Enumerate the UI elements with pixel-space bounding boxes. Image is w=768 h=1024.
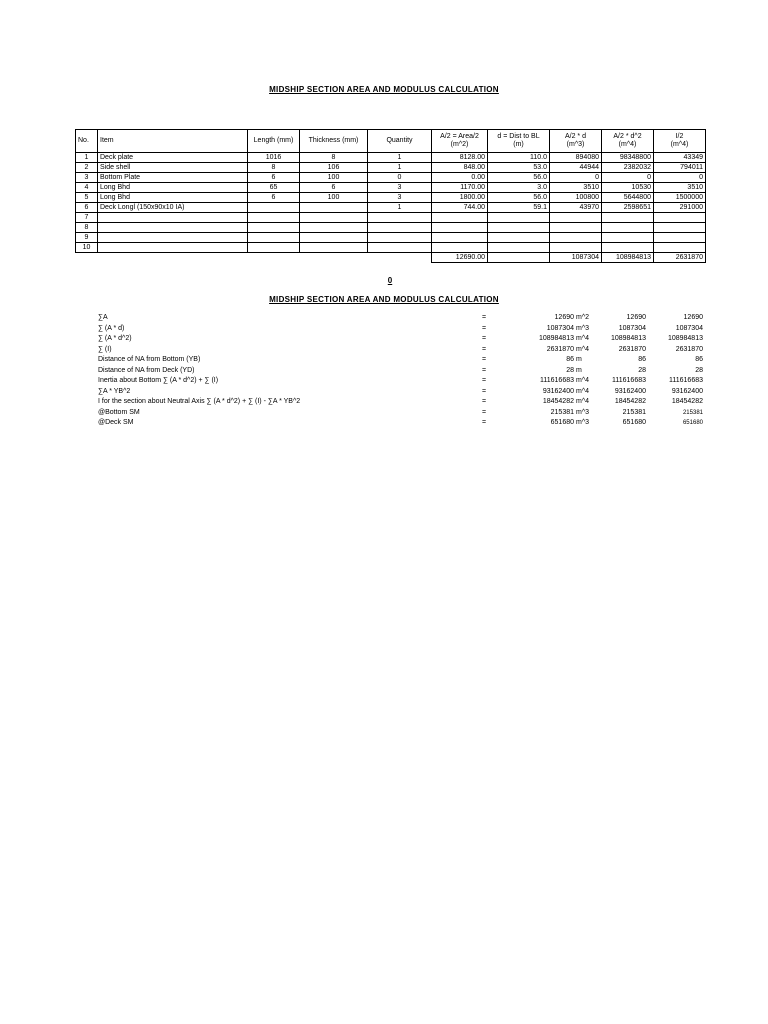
cell-ad2: 2598651 bbox=[602, 203, 654, 213]
header-length: Length (mm) bbox=[248, 130, 300, 153]
page-title: MIDSHIP SECTION AREA AND MODULUS CALCULATION bbox=[269, 85, 499, 94]
summary-unit: m bbox=[576, 356, 582, 363]
summary-eq: = bbox=[482, 398, 487, 405]
cell-no: 3 bbox=[76, 173, 98, 183]
summary-unit: m^4 bbox=[576, 335, 590, 342]
summary-unit: m^4 bbox=[576, 398, 590, 405]
cell-ad bbox=[550, 233, 602, 243]
summary-unit: m^4 bbox=[576, 387, 590, 395]
cell-thickness: 100 bbox=[300, 173, 368, 183]
cell-item: Deck Longl (150x90x10 IA) bbox=[98, 203, 248, 213]
cell-i: 1500000 bbox=[654, 193, 706, 203]
summary-eq: = bbox=[482, 356, 487, 363]
summary-eq: = bbox=[482, 377, 487, 384]
cell-area: 0.00 bbox=[432, 173, 488, 183]
summary-row bbox=[98, 345, 706, 356]
cell-ad: 894080 bbox=[550, 153, 602, 163]
summary-label: ∑A bbox=[98, 314, 108, 321]
cell-ad2 bbox=[602, 233, 654, 243]
summary-c2: 93162400 bbox=[671, 387, 703, 395]
summary-val: 12690 bbox=[554, 314, 574, 321]
cell-i bbox=[654, 233, 706, 243]
cell-ad2: 98348800 bbox=[602, 153, 654, 163]
cell-length bbox=[248, 223, 300, 233]
summary-val: 2631870 bbox=[546, 345, 574, 353]
summary-c1: 1087304 bbox=[618, 324, 646, 332]
summary-val: 111616683 bbox=[540, 377, 574, 384]
summary-c1: 18454282 bbox=[614, 398, 646, 405]
cell-d bbox=[488, 243, 550, 253]
summary-c2: 215381 bbox=[682, 409, 703, 416]
summary-val: 93162400 bbox=[542, 387, 574, 395]
cell-item: Bottom Plate bbox=[98, 173, 248, 183]
cell-length: 1016 bbox=[248, 153, 300, 163]
cell-qty bbox=[368, 243, 432, 253]
cell-thickness bbox=[300, 203, 368, 213]
table-row bbox=[76, 213, 706, 223]
cell-length: 6 bbox=[248, 193, 300, 203]
cell-thickness bbox=[300, 243, 368, 253]
cell-length bbox=[248, 203, 300, 213]
cell-item bbox=[98, 243, 248, 253]
cell-area: 1170.00 bbox=[432, 183, 488, 193]
cell-d: 3.0 bbox=[488, 183, 550, 193]
cell-ad: 44944 bbox=[550, 163, 602, 173]
summary-c2: 651680 bbox=[682, 420, 703, 426]
table-row bbox=[76, 163, 706, 173]
header-row bbox=[76, 130, 706, 153]
summary-c1: 93162400 bbox=[614, 387, 646, 395]
summary-unit: m^4 bbox=[576, 377, 590, 384]
summary-row bbox=[98, 324, 706, 335]
summary-val: 28 bbox=[566, 366, 574, 374]
summary-c1: 2631870 bbox=[618, 345, 646, 353]
summary-row bbox=[98, 418, 706, 429]
summary-label: Inertia about Bottom ∑ (A * d^2) + ∑ (I) bbox=[98, 377, 219, 384]
cell-qty bbox=[368, 213, 432, 223]
cell-area: 744.00 bbox=[432, 203, 488, 213]
cell-ad2 bbox=[602, 213, 654, 223]
header-ad: A/2 * d (m^3) bbox=[550, 130, 602, 153]
cell-d: 59.1 bbox=[488, 203, 550, 213]
cell-no: 1 bbox=[76, 153, 98, 163]
table-row bbox=[76, 193, 706, 203]
summary-val: 215381 bbox=[550, 408, 574, 416]
summary-unit: m^4 bbox=[576, 345, 590, 353]
cell-area bbox=[432, 213, 488, 223]
summary-val: 18454282 bbox=[542, 398, 574, 405]
cell-qty: 3 bbox=[368, 183, 432, 193]
cell-i: 3510 bbox=[654, 183, 706, 193]
summary-label: Distance of NA from Bottom (YB) bbox=[98, 356, 201, 363]
cell-item: Long Bhd bbox=[98, 183, 248, 193]
summary-val: 1087304 bbox=[546, 324, 574, 332]
summary-c1: 215381 bbox=[622, 408, 646, 416]
cell-area bbox=[432, 223, 488, 233]
cell-item: Long Bhd bbox=[98, 193, 248, 203]
cell-qty: 1 bbox=[368, 163, 432, 173]
cell-i: 794011 bbox=[654, 163, 706, 173]
cell-d: 110.0 bbox=[488, 153, 550, 163]
cell-thickness: 100 bbox=[300, 193, 368, 203]
summary-c1: 12690 bbox=[626, 314, 646, 321]
cell-ad2 bbox=[602, 223, 654, 233]
cell-qty bbox=[368, 233, 432, 243]
cell-ad bbox=[550, 213, 602, 223]
cell-i: 0 bbox=[654, 173, 706, 183]
summary-row bbox=[98, 387, 706, 398]
header-no: No. bbox=[76, 130, 98, 153]
summary-unit: m^3 bbox=[576, 324, 590, 332]
cell-length bbox=[248, 233, 300, 243]
table-row bbox=[76, 223, 706, 233]
header-i: I/2 (m^4) bbox=[654, 130, 706, 153]
cell-ad2: 2382032 bbox=[602, 163, 654, 173]
table-row bbox=[76, 243, 706, 253]
summary-row bbox=[98, 334, 706, 345]
cell-qty: 1 bbox=[368, 153, 432, 163]
summary-label: Distance of NA from Deck (YD) bbox=[98, 366, 195, 374]
summary-eq: = bbox=[482, 324, 487, 332]
cell-d bbox=[488, 223, 550, 233]
header-distance: d = Dist to BL (m) bbox=[488, 130, 550, 153]
cell-ad2: 0 bbox=[602, 173, 654, 183]
summary-c2: 12690 bbox=[683, 314, 703, 321]
summary-c1: 28 bbox=[638, 366, 646, 374]
cell-thickness: 6 bbox=[300, 183, 368, 193]
summary-eq: = bbox=[482, 387, 487, 395]
summary-label: ∑ (A * d) bbox=[98, 324, 125, 332]
cell-d bbox=[488, 233, 550, 243]
summary-label: @Bottom SM bbox=[98, 408, 140, 416]
totals-row bbox=[76, 253, 706, 263]
summary-c2: 28 bbox=[695, 366, 703, 374]
summary-label: I for the section about Neutral Axis ∑ (A * d^2) + ∑ (I) - ∑A * YB^2 bbox=[98, 398, 301, 405]
header-quantity: Quantity bbox=[368, 130, 432, 153]
cell-no: 10 bbox=[76, 243, 98, 253]
calculation-table bbox=[75, 129, 706, 263]
cell-thickness bbox=[300, 223, 368, 233]
cell-ad bbox=[550, 243, 602, 253]
table-row bbox=[76, 203, 706, 213]
table-row bbox=[76, 183, 706, 193]
cell-item: Deck plate bbox=[98, 153, 248, 163]
cell-ad2: 5644800 bbox=[602, 193, 654, 203]
summary-unit: m^2 bbox=[576, 314, 590, 321]
summary-c2: 108984813 bbox=[667, 335, 703, 342]
summary-val: 108984813 bbox=[538, 335, 574, 342]
total-area: 12690.00 bbox=[432, 253, 488, 263]
cell-no: 9 bbox=[76, 233, 98, 243]
cell-no: 8 bbox=[76, 223, 98, 233]
summary-row bbox=[98, 313, 706, 324]
summary-eq: = bbox=[482, 345, 487, 353]
summary-unit: m^3 bbox=[576, 419, 590, 426]
cell-ad: 100800 bbox=[550, 193, 602, 203]
summary-label: @Deck SM bbox=[98, 419, 134, 426]
summary-c2: 1087304 bbox=[675, 324, 703, 332]
summary-label: ∑ (I) bbox=[98, 345, 112, 353]
table-row bbox=[76, 233, 706, 243]
summary-eq: = bbox=[482, 314, 487, 321]
cell-d: 53.0 bbox=[488, 163, 550, 173]
total-ad: 1087304 bbox=[550, 253, 602, 263]
summary-c2: 2631870 bbox=[675, 345, 703, 353]
cell-no: 7 bbox=[76, 213, 98, 223]
header-item: Item bbox=[98, 130, 248, 153]
summary-c2: 111616683 bbox=[669, 377, 703, 384]
cell-i bbox=[654, 223, 706, 233]
cell-item: Side shell bbox=[98, 163, 248, 173]
summary-label: ∑A * YB^2 bbox=[98, 387, 131, 395]
summary-eq: = bbox=[482, 408, 487, 416]
summary-eq: = bbox=[482, 335, 487, 342]
cell-thickness bbox=[300, 233, 368, 243]
summary-unit: m bbox=[576, 366, 582, 374]
cell-area: 848.00 bbox=[432, 163, 488, 173]
cell-area bbox=[432, 233, 488, 243]
cell-ad2: 10530 bbox=[602, 183, 654, 193]
cell-qty: 3 bbox=[368, 193, 432, 203]
total-i: 2631870 bbox=[654, 253, 706, 263]
cell-ad2 bbox=[602, 243, 654, 253]
summary-c2: 86 bbox=[695, 356, 703, 363]
summary-c2: 18454282 bbox=[671, 398, 703, 405]
cell-i: 43349 bbox=[654, 153, 706, 163]
cell-i bbox=[654, 243, 706, 253]
summary-block bbox=[98, 313, 706, 429]
cell-length bbox=[248, 243, 300, 253]
summary-eq: = bbox=[482, 419, 487, 426]
cell-length: 6 bbox=[248, 173, 300, 183]
summary-row bbox=[98, 355, 706, 366]
cell-ad: 43970 bbox=[550, 203, 602, 213]
cell-d: 56.0 bbox=[488, 193, 550, 203]
summary-row bbox=[98, 397, 706, 408]
header-ad2: A/2 * d^2 (m^4) bbox=[602, 130, 654, 153]
summary-row bbox=[98, 376, 706, 387]
cell-item bbox=[98, 223, 248, 233]
cell-qty: 0 bbox=[368, 173, 432, 183]
summary-label: ∑ (A * d^2) bbox=[98, 335, 132, 342]
summary-c1: 108984813 bbox=[610, 335, 646, 342]
cell-thickness: 106 bbox=[300, 163, 368, 173]
cell-ad: 3510 bbox=[550, 183, 602, 193]
section-title: MIDSHIP SECTION AREA AND MODULUS CALCULATION bbox=[269, 295, 499, 304]
table-row bbox=[76, 173, 706, 183]
summary-row bbox=[98, 408, 706, 419]
cell-qty: 1 bbox=[368, 203, 432, 213]
cell-thickness: 8 bbox=[300, 153, 368, 163]
cell-item bbox=[98, 233, 248, 243]
cell-length: 65 bbox=[248, 183, 300, 193]
summary-c1: 86 bbox=[638, 356, 646, 363]
summary-val: 651680 bbox=[550, 419, 574, 426]
header-area: A/2 = Area/2 (m^2) bbox=[432, 130, 488, 153]
summary-eq: = bbox=[482, 366, 487, 374]
cell-length bbox=[248, 213, 300, 223]
table-row bbox=[76, 153, 706, 163]
cell-no: 6 bbox=[76, 203, 98, 213]
cell-no: 4 bbox=[76, 183, 98, 193]
cell-length: 8 bbox=[248, 163, 300, 173]
cell-thickness bbox=[300, 213, 368, 223]
summary-unit: m^3 bbox=[576, 408, 590, 416]
cell-area: 8128.00 bbox=[432, 153, 488, 163]
cell-item bbox=[98, 213, 248, 223]
cell-i: 291000 bbox=[654, 203, 706, 213]
zero-mark: 0 bbox=[387, 276, 393, 285]
cell-ad bbox=[550, 223, 602, 233]
total-ad2: 108984813 bbox=[602, 253, 654, 263]
cell-area: 1800.00 bbox=[432, 193, 488, 203]
cell-ad: 0 bbox=[550, 173, 602, 183]
cell-area bbox=[432, 243, 488, 253]
cell-i bbox=[654, 213, 706, 223]
cell-d: 56.0 bbox=[488, 173, 550, 183]
cell-d bbox=[488, 213, 550, 223]
cell-qty bbox=[368, 223, 432, 233]
cell-no: 5 bbox=[76, 193, 98, 203]
summary-c1: 111616683 bbox=[612, 377, 646, 384]
summary-c1: 651680 bbox=[622, 419, 646, 426]
cell-no: 2 bbox=[76, 163, 98, 173]
header-thickness: Thickness (mm) bbox=[300, 130, 368, 153]
summary-row bbox=[98, 366, 706, 377]
summary-val: 86 bbox=[566, 356, 574, 363]
